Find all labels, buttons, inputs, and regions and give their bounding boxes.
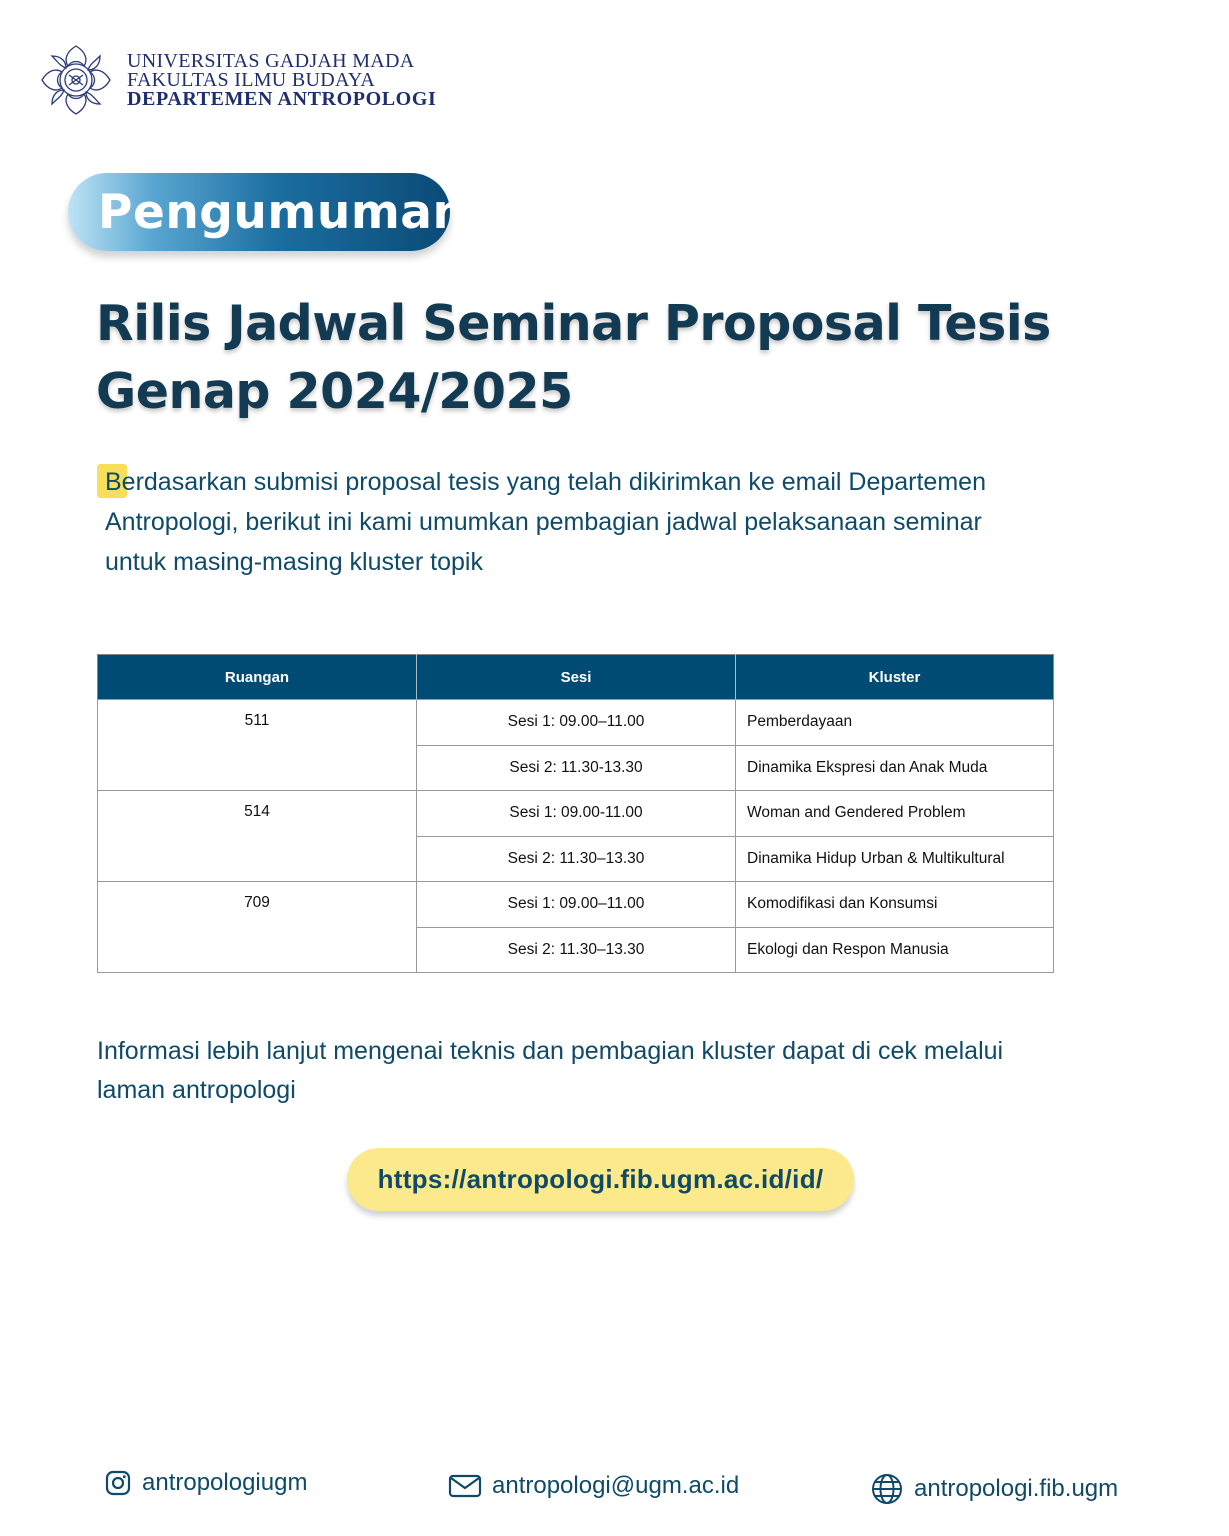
cluster-cell: Komodifikasi dan Konsumsi [736, 882, 1054, 928]
ugm-seal-icon [38, 42, 114, 118]
schedule-table [97, 654, 1054, 973]
title-line-2: Genap 2024/2025 [96, 363, 573, 420]
info-line-1: Informasi lebih lanjut mengenai teknis dan pembagian kluster dapat di cek melalui [97, 1037, 1004, 1065]
table-row [98, 791, 1054, 837]
page-title [96, 290, 1096, 426]
announcement-badge-label: Pengumuman [98, 184, 467, 240]
instagram-icon [104, 1469, 132, 1497]
intro-line-3: untuk masing-masing kluster topik [105, 548, 483, 576]
info-line-2: laman antropologi [97, 1076, 296, 1104]
title-line-1: Rilis Jadwal Seminar Proposal Tesis [96, 295, 1051, 352]
footer-instagram[interactable] [104, 1469, 307, 1497]
email-address: antropologi@ugm.ac.id [492, 1472, 740, 1499]
session-cell: Sesi 2: 11.30–13.30 [417, 927, 736, 973]
intro-line-1: Berdasarkan submisi proposal tesis yang telah dikirimkan ke email Departemen [105, 468, 986, 496]
footer-email[interactable] [448, 1472, 739, 1500]
faculty-name: FAKULTAS ILMU BUDAYA [127, 68, 376, 91]
instagram-handle: antropologiugm [142, 1469, 308, 1496]
room-cell: 709 [98, 882, 417, 973]
website-address: antropologi.fib.ugm [914, 1475, 1119, 1502]
cluster-cell: Pemberdayaan [736, 700, 1054, 746]
room-cell: 514 [98, 791, 417, 882]
table-header-row [98, 655, 1054, 700]
session-cell: Sesi 1: 09.00-11.00 [417, 791, 736, 837]
header-kluster: Kluster [736, 655, 1054, 700]
header-ruangan: Ruangan [98, 655, 417, 700]
cluster-cell: Dinamika Ekspresi dan Anak Muda [736, 745, 1054, 791]
session-cell: Sesi 1: 09.00–11.00 [417, 700, 736, 746]
cluster-cell: Ekologi dan Respon Manusia [736, 927, 1054, 973]
institution-header [38, 42, 436, 118]
website-link[interactable]: https://antropologi.fib.ugm.ac.id/id/ [347, 1148, 854, 1211]
globe-icon [870, 1472, 904, 1506]
cluster-cell: Woman and Gendered Problem [736, 791, 1054, 837]
footer-website[interactable] [870, 1472, 1118, 1506]
cluster-cell: Dinamika Hidup Urban & Multikultural [736, 836, 1054, 882]
announcement-badge [68, 173, 467, 251]
session-cell: Sesi 2: 11.30–13.30 [417, 836, 736, 882]
session-cell: Sesi 1: 09.00–11.00 [417, 882, 736, 928]
mail-icon [448, 1473, 482, 1499]
table-row [98, 882, 1054, 928]
table-row [98, 700, 1054, 746]
intro-paragraph [105, 462, 1105, 582]
room-cell: 511 [98, 700, 417, 791]
session-cell: Sesi 2: 11.30-13.30 [417, 745, 736, 791]
department-name: DEPARTEMEN ANTROPOLOGI [127, 87, 437, 110]
header-sesi: Sesi [417, 655, 736, 700]
intro-line-2: Antropologi, berikut ini kami umumkan pembagian jadwal pelaksanaan seminar [105, 508, 982, 536]
university-name: UNIVERSITAS GADJAH MADA [127, 49, 415, 72]
info-paragraph [97, 1032, 1137, 1110]
